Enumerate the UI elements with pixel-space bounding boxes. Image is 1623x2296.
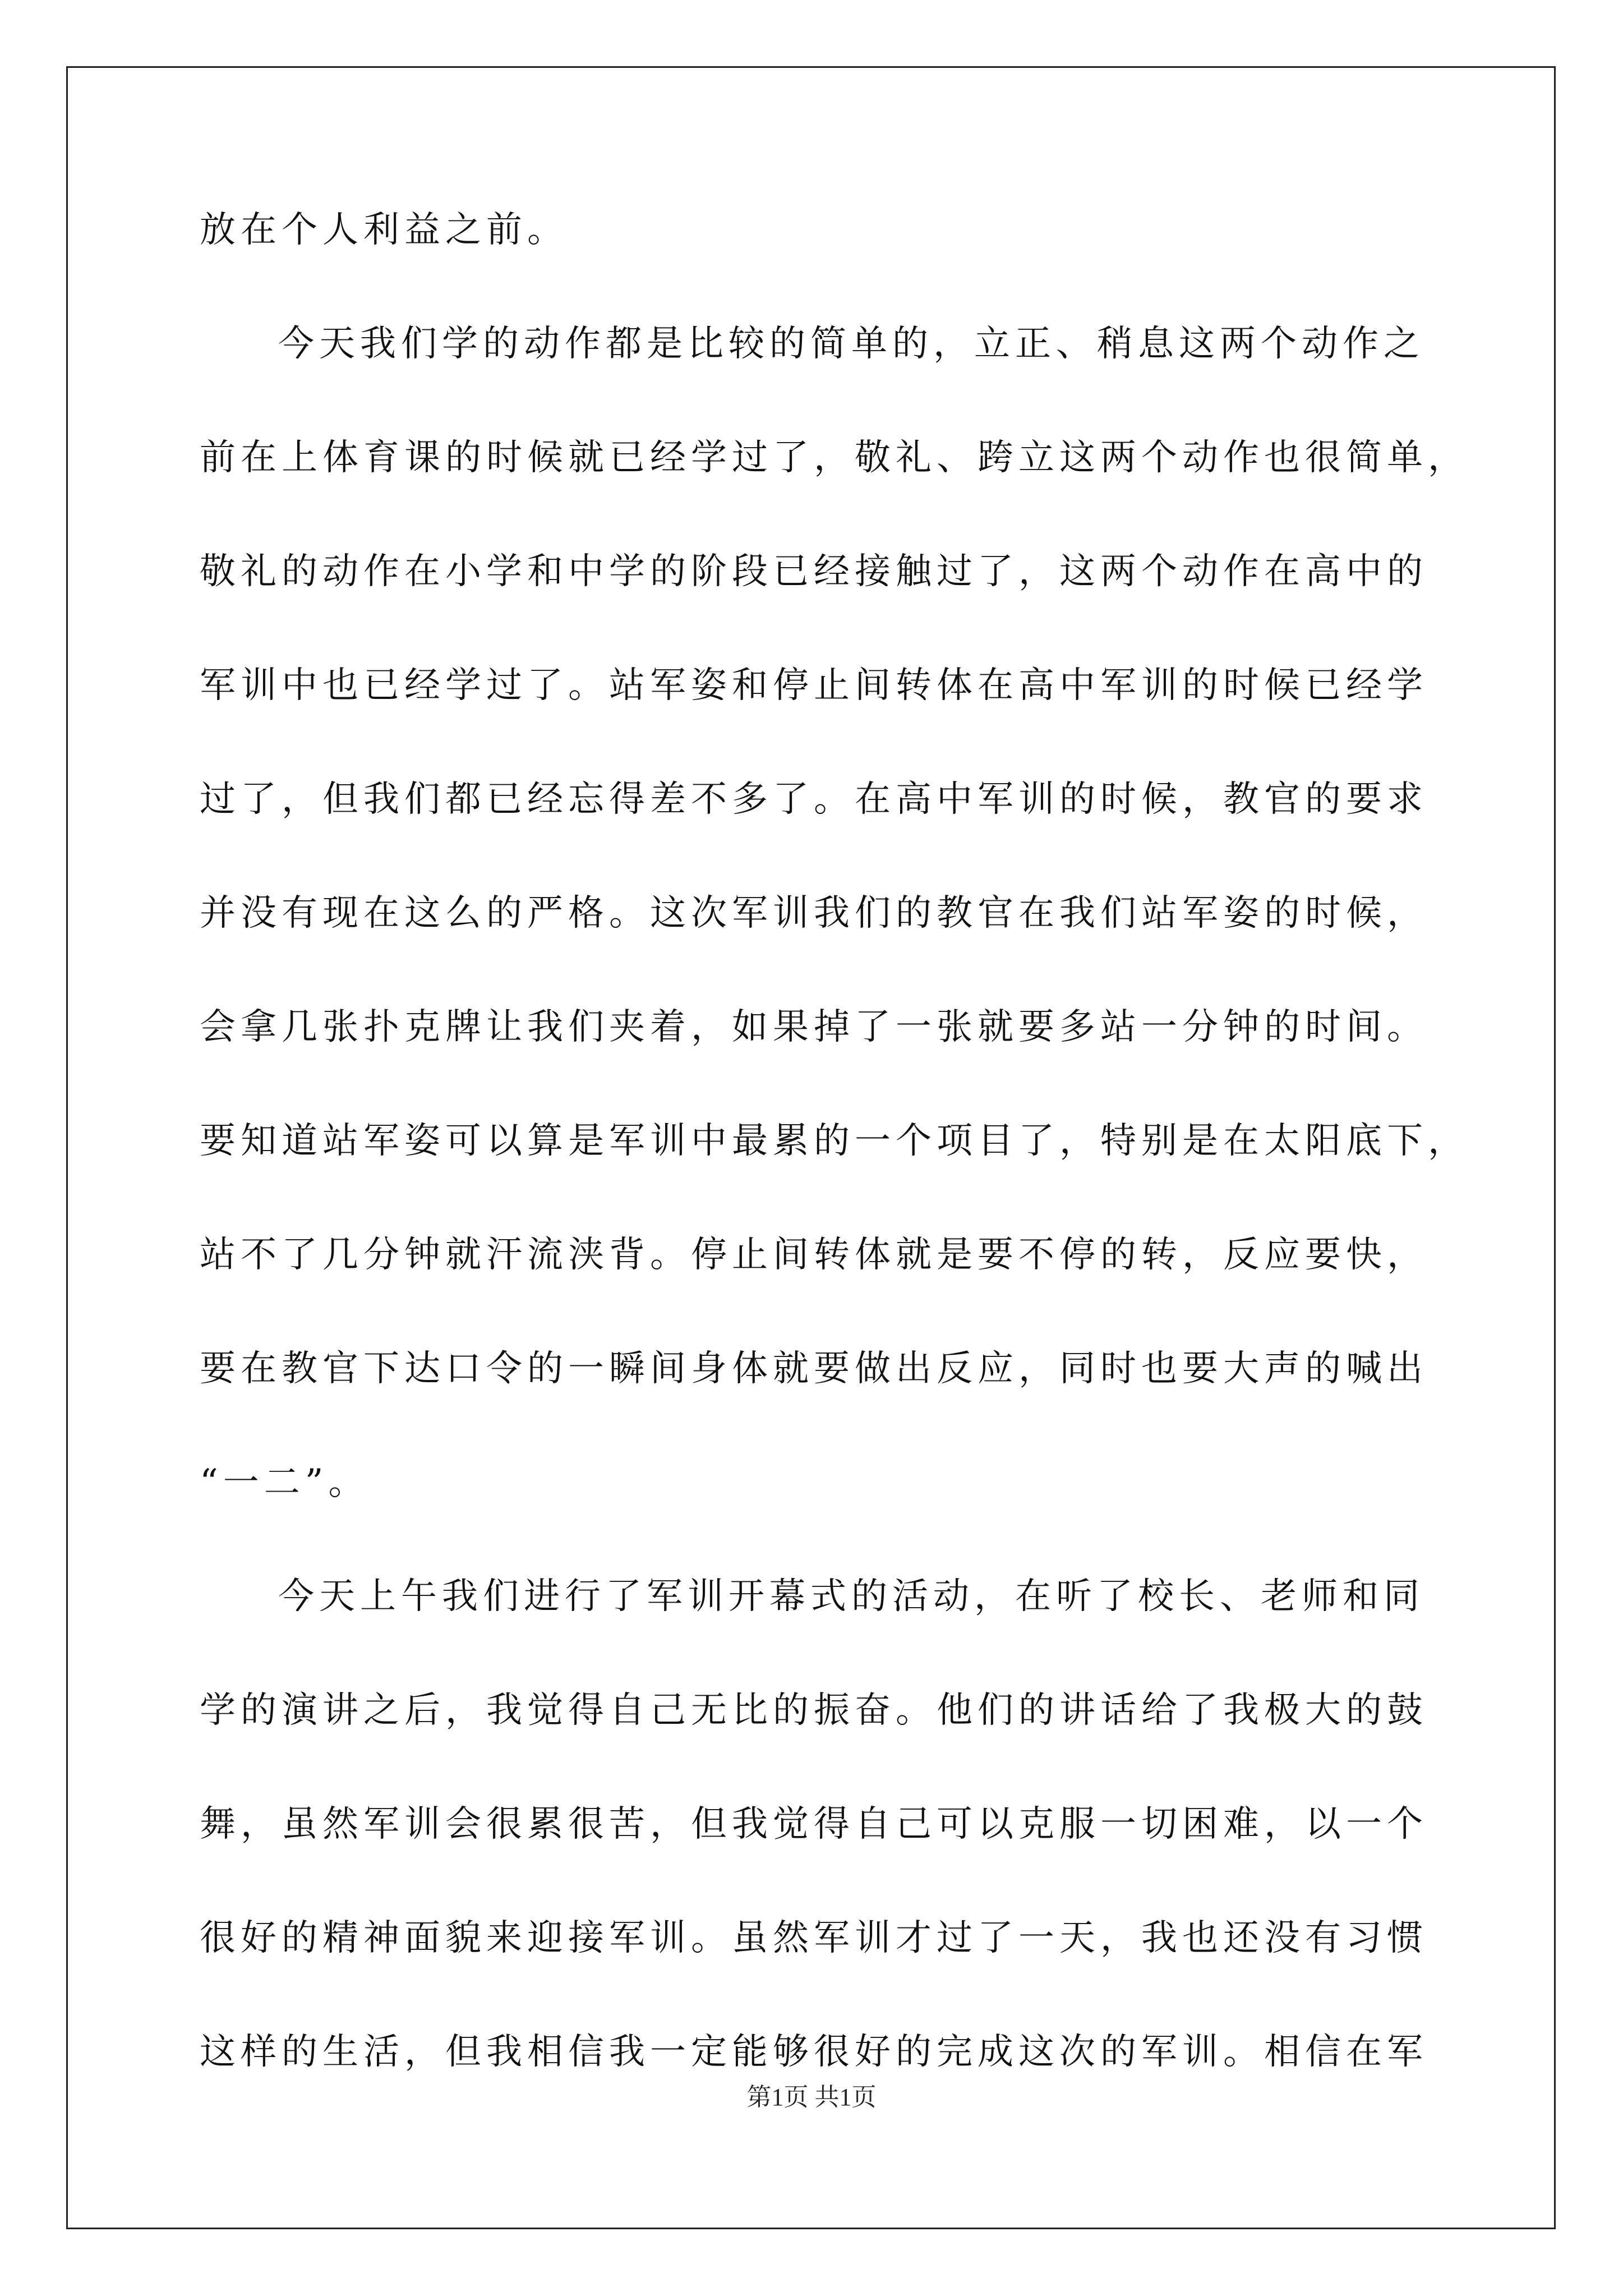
text-line: “一二”。 — [200, 1462, 370, 1503]
text-line: 前在上体育课的时候就已经学过了，敬礼、跨立这两个动作也很简单， — [200, 437, 1469, 478]
text-line: 敬礼的动作在小学和中学的阶段已经接触过了，这两个动作在高中的 — [200, 551, 1428, 592]
text-line: 过了，但我们都已经忘得差不多了。在高中军训的时候，教官的要求 — [200, 779, 1428, 820]
text-line: 军训中也已经学过了。站军姿和停止间转体在高中军训的时候已经学 — [200, 665, 1428, 706]
text-line: 学的演讲之后，我觉得自己无比的振奋。他们的讲话给了我极大的鼓 — [200, 1690, 1428, 1731]
text-line: 今天上午我们进行了军训开幕式的活动，在听了校长、老师和同 — [278, 1576, 1424, 1617]
text-line: 舞，虽然军训会很累很苦，但我觉得自己可以克服一切困难，以一个 — [200, 1803, 1428, 1845]
document-body — [200, 209, 1469, 2150]
text-line: 会拿几张扑克牌让我们夹着，如果掉了一张就要多站一分钟的时间。 — [200, 1006, 1428, 1048]
text-line: 这样的生活，但我相信我一定能够很好的完成这次的军训。相信在军 — [200, 2031, 1428, 2073]
page-number-footer: 第1页 共1页 — [746, 2083, 877, 2111]
text-line: 并没有现在这么的严格。这次军训我们的教官在我们站军姿的时候， — [200, 892, 1428, 934]
text-line: 放在个人利益之前。 — [200, 209, 568, 251]
text-line: 要在教官下达口令的一瞬间身体就要做出反应，同时也要大声的喊出 — [200, 1348, 1428, 1389]
text-line: 要知道站军姿可以算是军训中最累的一个项目了，特别是在太阳底下， — [200, 1120, 1469, 1162]
text-line: 站不了几分钟就汗流浃背。停止间转体就是要不停的转，反应要快， — [200, 1234, 1428, 1276]
text-line: 很好的精神面貌来迎接军训。虽然军训才过了一天，我也还没有习惯 — [200, 1917, 1428, 1959]
text-line: 今天我们学的动作都是比较的简单的，立正、稍息这两个动作之 — [278, 323, 1424, 365]
